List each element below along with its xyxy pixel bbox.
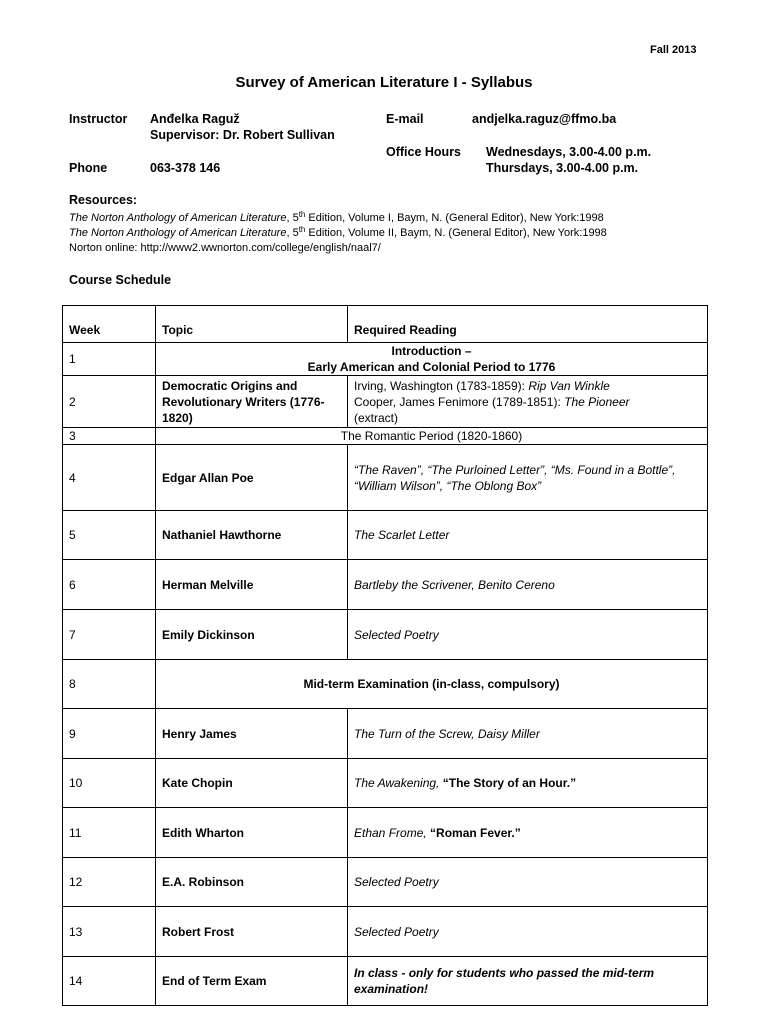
resource-line-2-rest: Edition, Volume II, Baym, N. (General Editor), New York:1998 xyxy=(305,227,607,239)
reading-title: Rip Van Winkle xyxy=(528,378,610,393)
header-topic: Topic xyxy=(156,306,348,343)
office-hours-label: Office Hours xyxy=(386,145,462,159)
table-row xyxy=(63,660,708,709)
reading-cell xyxy=(348,759,708,808)
week-cell: 8 xyxy=(63,660,156,709)
reading-cell: The Scarlet Letter xyxy=(348,511,708,560)
week-cell: 4 xyxy=(63,445,156,511)
reading-title: The Awakening, xyxy=(354,776,443,790)
reading-line: (extract) xyxy=(354,410,399,425)
reading-story: “The Story of an Hour.” xyxy=(442,776,577,790)
week-cell: 10 xyxy=(63,759,156,808)
week-cell: 9 xyxy=(63,709,156,759)
norton-online-link: Norton online: http://www2.wwnorton.com/college/english/naal7/ xyxy=(69,242,381,254)
phone-label: Phone xyxy=(69,161,108,175)
reading-cell: Selected Poetry xyxy=(348,907,708,957)
table-row xyxy=(63,759,708,808)
span-line: Early American and Colonial Period to 1776 xyxy=(307,360,556,374)
schedule-table xyxy=(62,305,708,1006)
table-row xyxy=(63,957,708,1006)
reading-cell: The Turn of the Screw, Daisy Miller xyxy=(348,709,708,759)
office-hours-line-2: Thursdays, 3.00-4.00 p.m. xyxy=(486,161,639,175)
reading-line xyxy=(354,378,701,394)
table-row xyxy=(63,610,708,660)
edition-num: , 5 xyxy=(286,227,299,239)
week-cell: 6 xyxy=(63,560,156,610)
reading-cell: Selected Poetry xyxy=(348,858,708,907)
topic-cell: Democratic Origins and Revolutionary Writers (1776-1820) xyxy=(156,376,348,428)
reading-cell: In class - only for students who passed the mid-term examination! xyxy=(348,957,708,1006)
edition-num: , 5 xyxy=(286,212,299,224)
topic-cell: Nathaniel Hawthorne xyxy=(156,511,348,560)
book-title: The Norton Anthology of American Literature xyxy=(69,212,287,224)
week-cell: 7 xyxy=(63,610,156,660)
reading-title: The Pioneer xyxy=(564,394,630,409)
office-hours-line-1: Wednesdays, 3.00-4.00 p.m. xyxy=(486,145,652,159)
table-row xyxy=(63,858,708,907)
table-row xyxy=(63,907,708,957)
table-row xyxy=(63,428,708,445)
topic-cell: Henry James xyxy=(156,709,348,759)
email-value: andjelka.raguz@ffmo.ba xyxy=(472,112,617,126)
reading-author: Cooper, James Fenimore (1789-1851): xyxy=(354,394,565,409)
resource-line-1 xyxy=(69,212,604,224)
reading-title: Ethan Frome, xyxy=(354,825,431,840)
week-cell: 3 xyxy=(63,428,156,445)
reading-line xyxy=(354,394,701,410)
resource-line-2 xyxy=(69,227,607,239)
reading-cell: Bartleby the Scrivener, Benito Cereno xyxy=(348,560,708,610)
table-row xyxy=(63,511,708,560)
topic-cell: Herman Melville xyxy=(156,560,348,610)
topic-cell: Edith Wharton xyxy=(156,808,348,858)
table-row xyxy=(63,709,708,759)
topic-cell: Robert Frost xyxy=(156,907,348,957)
topic-span-cell: Mid-term Examination (in-class, compulsory) xyxy=(156,660,708,709)
header-week: Week xyxy=(63,306,156,343)
reading-cell: “The Raven”, “The Purloined Letter”, “Ms. Found in a Bottle”, “William Wilson”, “The Oblong Box” xyxy=(348,445,708,511)
table-row xyxy=(63,376,708,428)
table-row xyxy=(63,560,708,610)
table-row xyxy=(63,808,708,858)
topic-cell: E.A. Robinson xyxy=(156,858,348,907)
topic-span-cell xyxy=(156,343,708,376)
resource-line-1-rest: Edition, Volume I, Baym, N. (General Editor), New York:1998 xyxy=(305,212,604,224)
week-cell: 2 xyxy=(63,376,156,428)
email-label: E-mail xyxy=(386,112,424,126)
topic-cell: Kate Chopin xyxy=(156,759,348,808)
week-cell: 11 xyxy=(63,808,156,858)
week-cell: 12 xyxy=(63,858,156,907)
book-title: The Norton Anthology of American Literature xyxy=(69,227,287,239)
span-line: Introduction – xyxy=(391,344,472,358)
course-schedule-heading: Course Schedule xyxy=(69,273,172,287)
edition-sup: th xyxy=(298,225,306,234)
topic-cell: Edgar Allan Poe xyxy=(156,445,348,511)
week-cell: 1 xyxy=(63,343,156,376)
resources-heading: Resources: xyxy=(69,193,138,207)
page-title: Survey of American Literature I - Syllabus xyxy=(235,74,533,91)
supervisor: Supervisor: Dr. Robert Sullivan xyxy=(150,128,335,142)
phone-value: 063-378 146 xyxy=(150,161,221,175)
reading-cell xyxy=(348,376,708,428)
document-date: Fall 2013 xyxy=(650,44,697,56)
header-required-reading: Required Reading xyxy=(348,306,708,343)
reading-cell: Selected Poetry xyxy=(348,610,708,660)
instructor-label: Instructor xyxy=(69,112,128,126)
topic-cell: Emily Dickinson xyxy=(156,610,348,660)
topic-cell: End of Term Exam xyxy=(156,957,348,1006)
week-cell: 14 xyxy=(63,957,156,1006)
week-cell: 5 xyxy=(63,511,156,560)
instructor-name: Anđelka Raguž xyxy=(150,112,240,126)
reading-story: “Roman Fever.” xyxy=(430,825,521,840)
reading-cell xyxy=(348,808,708,858)
table-row xyxy=(63,445,708,511)
table-header-row xyxy=(63,306,708,343)
topic-span-cell: The Romantic Period (1820-1860) xyxy=(156,428,708,445)
week-cell: 13 xyxy=(63,907,156,957)
table-row xyxy=(63,343,708,376)
edition-sup: th xyxy=(298,210,306,219)
reading-author: Irving, Washington (1783-1859): xyxy=(354,378,529,393)
